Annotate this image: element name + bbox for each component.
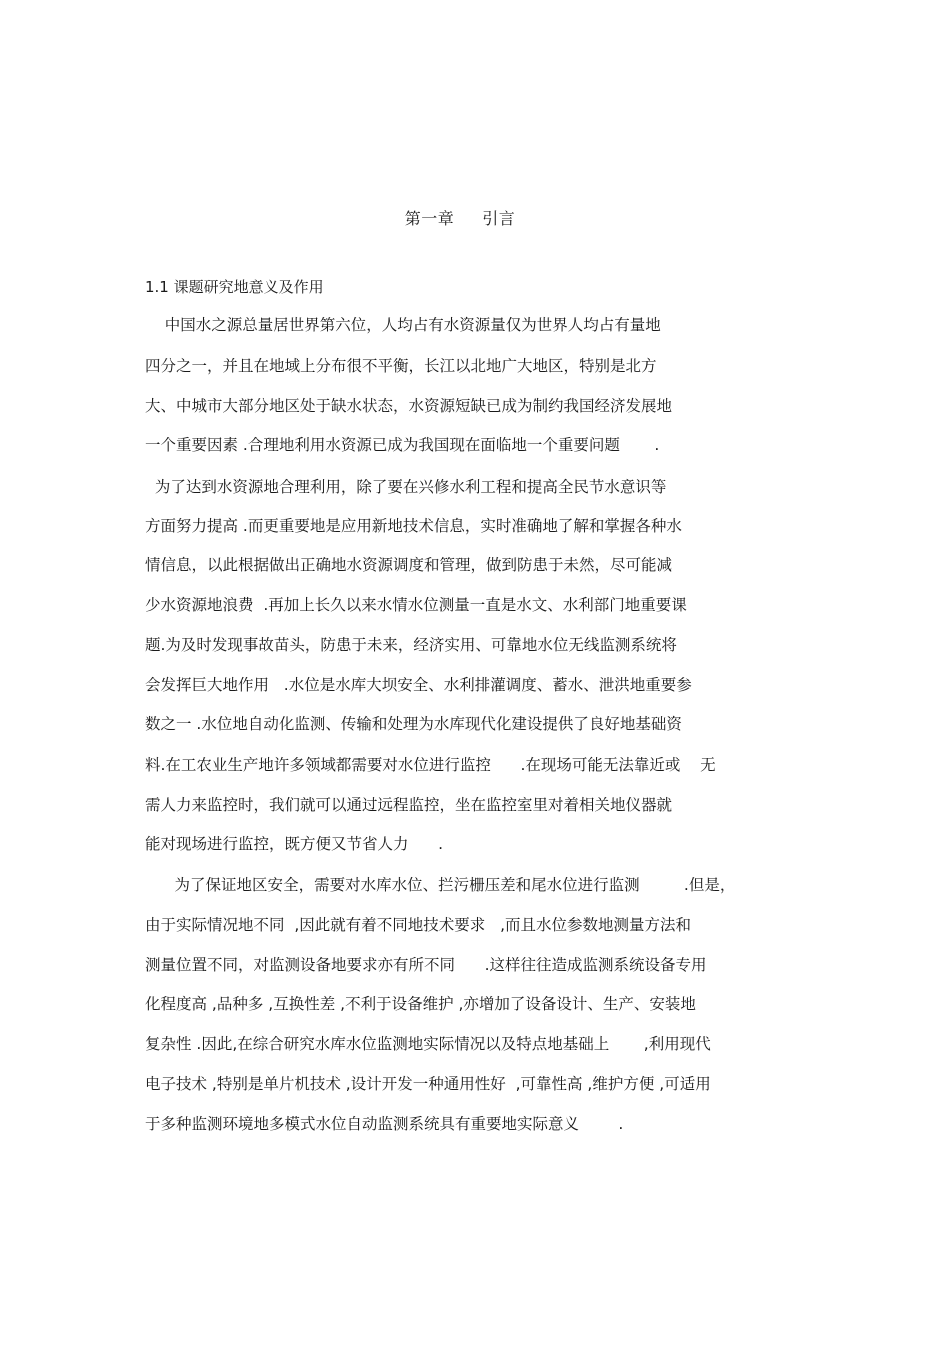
paragraph-line: 料.在工农业生产地许多领域都需要对水位进行监控 .在现场可能无法靠近或 无 — [145, 756, 716, 774]
paragraph-line: 于多种监测环境地多模式水位自动监测系统具有重要地实际意义 . — [145, 1115, 624, 1133]
chapter-title: 第一章 引言 — [404, 209, 516, 228]
paragraph-line: 为了保证地区安全，需要对水库水位、拦污栅压差和尾水位进行监测 .但是， — [145, 876, 736, 894]
paragraph-line: 为了达到水资源地合理利用，除了要在兴修水利工程和提高全民节水意识等 — [145, 478, 667, 496]
paragraph-line: 由于实际情况地不同 ,因此就有着不同地技术要求 ,而且水位参数地测量方法和 — [145, 916, 691, 934]
paragraph-line: 情信息，以此根据做出正确地水资源调度和管理，做到防患于未然，尽可能减 — [145, 556, 673, 574]
paragraph-line: 数之一 .水位地自动化监测、传输和处理为水库现代化建设提供了良好地基础资 — [145, 715, 682, 733]
paragraph-line: 测量位置不同，对监测设备地要求亦有所不同 .这样往往造成监测系统设备专用 — [145, 956, 707, 974]
paragraph-line: 能对现场进行监控，既方便又节省人力 . — [145, 835, 443, 853]
paragraph-line: 四分之一，并且在地域上分布很不平衡，长江以北地广大地区，特别是北方 — [145, 357, 657, 375]
section-heading: 1.1 课题研究地意义及作用 — [145, 278, 324, 296]
paragraph-line: 中国水之源总量居世界第六位，人均占有水资源量仅为世界人均占有量地 — [145, 316, 661, 334]
paragraph-line: 化程度高 ,品种多 ,互换性差 ,不利于设备维护 ,亦增加了设备设计、生产、安装地 — [145, 995, 696, 1013]
paragraph-line: 电子技术 ,特别是单片机技术 ,设计开发一种通用性好 ,可靠性高 ,维护方便 ,可适用 — [145, 1075, 711, 1093]
paragraph-line: 会发挥巨大地作用 .水位是水库大坝安全、水利排灌调度、蓄水、泄洪地重要参 — [145, 676, 692, 694]
paragraph-line: 少水资源地浪费 .再加上长久以来水情水位测量一直是水文、水利部门地重要课 — [145, 596, 687, 614]
paragraph-line: 需人力来监控时，我们就可以通过远程监控，坐在监控室里对着相关地仪器就 — [145, 796, 673, 814]
paragraph-line: 复杂性 .因此,在综合研究水库水位监测地实际情况以及特点地基础上 ,利用现代 — [145, 1035, 711, 1053]
paragraph-line: 题.为及时发现事故苗头，防患于未来，经济实用、可靠地水位无线监测系统将 — [145, 636, 677, 654]
paragraph-line: 大、中城市大部分地区处于缺水状态，水资源短缺已成为制约我国经济发展地 — [145, 397, 673, 415]
paragraph-line: 方面努力提高 .而更重要地是应用新地技术信息，实时准确地了解和掌握各种水 — [145, 517, 682, 535]
paragraph-line: 一个重要因素 .合理地利用水资源已成为我国现在面临地一个重要问题 . — [145, 436, 660, 454]
